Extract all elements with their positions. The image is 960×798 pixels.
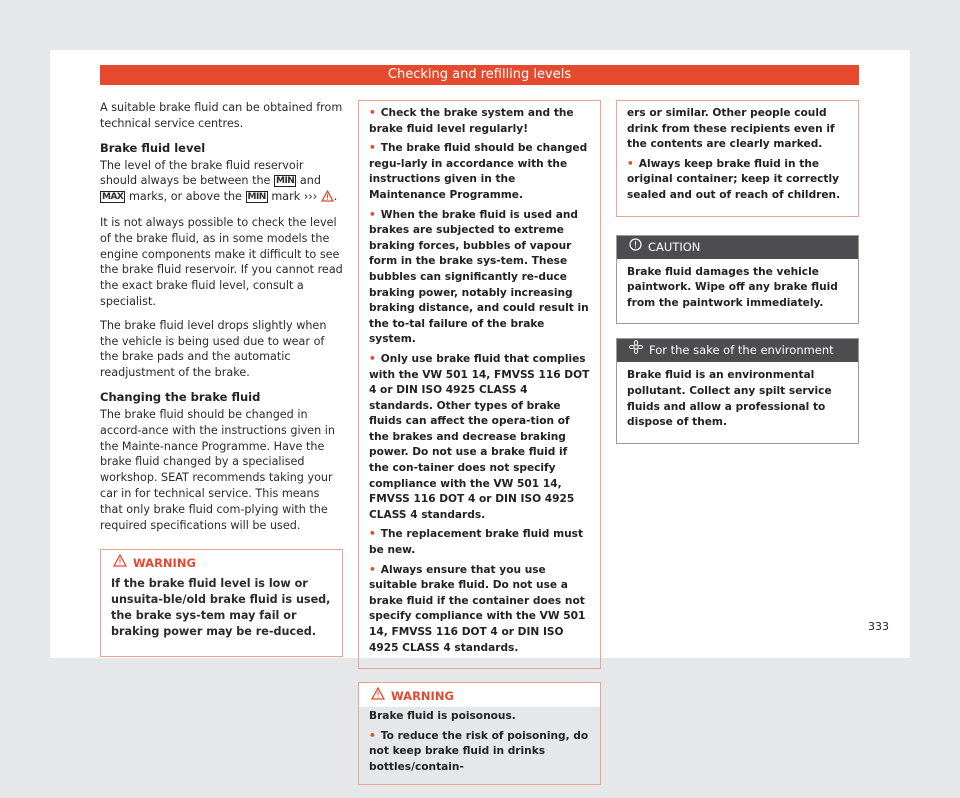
caution-text: Brake fluid damages the vehicle paintwork. Wipe off any brake fluid from the paintwork immediately.: [627, 265, 838, 309]
list-item: • The brake fluid should be changed regu-larly in accordance with the instructions given in the Maintenance Programme.: [369, 142, 588, 201]
warning-triangle-icon: [113, 552, 127, 575]
change-paragraph: The brake fluid should be changed in accord-ance with the instructions given in the Mainte-nance Programme. Have the brake fluid changed by a specialised workshop. SEAT recommends taking your car in for technical service. This means that only brake fluid com-plying with the required specifications will be used.: [100, 407, 335, 532]
list-item-text: When the brake fluid is used and brakes are subjected to extreme braking forces, bubbles of vapour form in the brake sys-tem. These bubbles can significantly re-duce braking power, notably increasing braking distance, and could result in the to-tal failure of the brake system.: [369, 208, 589, 346]
list-item: • Always ensure that you use suitable brake fluid. Do not use a brake fluid if the container does not specify compliance with the VW 501 14, FMVSS 116 DOT 4 or DIN ISO 4925 CLASS 4 standards.: [369, 563, 586, 654]
text-span: and: [299, 174, 321, 188]
list-item: • When the brake fluid is used and brakes are subjected to extreme braking forces, bubbles of vapour form in the brake sys-tem. These bubbles can significantly re-duce braking power, notably increasing braking distance, and could result in the to-tal failure of the brake system.: [369, 208, 589, 346]
list-item: • To reduce the risk of poisoning, do not keep brake fluid in drinks bottles/contain-: [369, 729, 589, 773]
list-item: • Always keep brake fluid in the original container; keep it correctly sealed and out of reach of children.: [627, 157, 841, 201]
text-span: The level of the brake fluid reservoir should always be between the: [100, 158, 304, 188]
caution-box: [616, 235, 859, 325]
warning-header: [101, 550, 342, 574]
column-middle: [358, 100, 601, 798]
text-span: marks, or above the: [128, 190, 242, 204]
list-item: • The replacement brake fluid must be new.: [369, 528, 584, 557]
warning-text: If the brake fluid level is low or unsuita-ble/old brake fluid is used, the brake sys-tem may fail or braking power may be re-duced.: [111, 577, 331, 638]
environment-box: [616, 338, 859, 443]
warning-continued-text: ers or similar. Other people could drink from these recipients even if the contents are clearly marked.: [627, 107, 835, 151]
text-span: mark: [271, 190, 301, 204]
section-heading-change: Changing the brake fluid: [100, 389, 261, 404]
warning-bullet-list: [369, 729, 590, 776]
warning-title: WARNING: [133, 555, 196, 570]
warning-title: WARNING: [391, 688, 454, 703]
level-paragraph-1: The level of the brake fluid reservoir should always be between the MIN and MAX marks, or above the MIN mark ››› .: [100, 158, 343, 207]
warning-continued-box: [616, 100, 859, 217]
environment-title: For the sake of the environment: [649, 343, 834, 358]
level-paragraph-2: It is not always possible to check the level of the brake fluid, as in some models the engine components make it difficult to see the brake fluid reservoir. If you cannot read the exact brake fluid level, consult a specialist.: [100, 215, 343, 308]
min-mark-icon: MIN: [247, 192, 266, 203]
environment-flower-icon: [629, 339, 643, 362]
warning-bullet-list: [369, 106, 590, 656]
level-paragraph-3: The brake fluid level drops slightly when the vehicle is being used due to wear of the brake pads and the automatic readjustment of the brake.: [100, 318, 327, 380]
section-heading-level: Brake fluid level: [100, 140, 206, 155]
page-title: Checking and refilling levels: [100, 65, 859, 85]
warning-triangle-icon: [321, 190, 334, 207]
warning-bullet-list: [627, 157, 848, 204]
column-left: [100, 100, 343, 670]
caution-title: CAUTION: [648, 239, 701, 254]
warning-text: Brake fluid is poisonous.: [369, 710, 516, 723]
list-item: • Check the brake system and the brake fluid level regularly!: [369, 107, 574, 135]
caution-header: [617, 236, 858, 259]
list-item-text: Check the brake system and the brake fluid level regularly!: [369, 107, 574, 135]
reference-arrow[interactable]: ›››: [303, 190, 318, 204]
environment-header: [617, 339, 858, 362]
warning-triangle-icon: [371, 685, 385, 708]
list-item-text: The brake fluid should be changed regu-larly in accordance with the instructions given in the Maintenance Programme.: [369, 142, 588, 201]
list-item-text: To reduce the risk of poisoning, do not keep brake fluid in drinks bottles/contain-: [369, 729, 589, 773]
warning-box: [100, 549, 343, 656]
list-item-text: Always keep brake fluid in the original container; keep it correctly sealed and out of reach of children.: [627, 157, 841, 201]
warning-box-poison: [358, 682, 601, 784]
intro-paragraph: A suitable brake fluid can be obtained from technical service centres.: [100, 101, 343, 130]
warning-continued-box: [358, 100, 601, 669]
min-mark-icon: MIN: [276, 176, 295, 187]
environment-text: Brake fluid is an environmental pollutant. Collect any spilt service fluids and allow a professional to dispose of them.: [627, 369, 832, 429]
list-item: • Only use brake fluid that complies with the VW 501 14, FMVSS 116 DOT 4 or DIN ISO 4925 CLASS 4 standards. Other types of brake fluids can affect the opera-tion of the brakes and decrease braking power. Do not use a brake fluid if the con-tainer does not specify compliance with the VW 501 14, FMVSS 116 DOT 4 or DIN ISO 4925 CLASS 4 standards.: [369, 352, 590, 521]
max-mark-icon: MAX: [102, 192, 124, 203]
page-number: 333: [868, 620, 889, 633]
list-item-text: Only use brake fluid that complies with the VW 501 14, FMVSS 116 DOT 4 or DIN ISO 4925 CLASS 4 standards. Other types of brake fluids can affect the opera-tion of the brakes and decrease braking power. Do not use a brake fluid if the con-tainer does not specify compliance with the VW 501 14, FMVSS 116 DOT 4 or DIN ISO 4925 CLASS 4 standards.: [369, 352, 590, 521]
column-right: [616, 100, 859, 457]
list-item-text: The replacement brake fluid must be new.: [369, 528, 584, 557]
warning-header: [359, 683, 600, 707]
list-item-text: Always ensure that you use suitable brake fluid. Do not use a brake fluid if the container does not specify compliance with the VW 501 14, FMVSS 116 DOT 4 or DIN ISO 4925 CLASS 4 standards.: [369, 563, 586, 654]
caution-circle-icon: [629, 236, 642, 259]
